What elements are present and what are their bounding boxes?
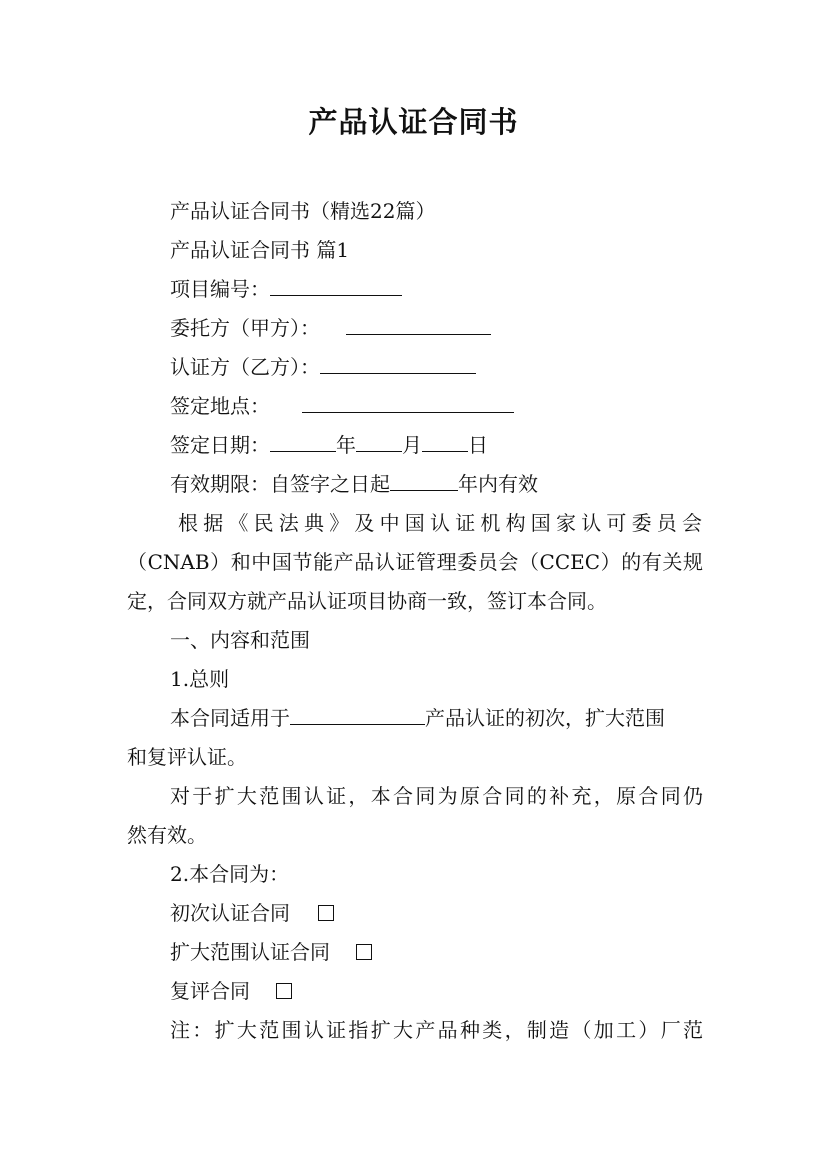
chapter-heading: 一、内容和范围 xyxy=(170,628,310,652)
validity-prefix: 有效期限：自签字之日起 xyxy=(170,472,390,496)
validity-blank xyxy=(390,472,458,491)
option-recert xyxy=(170,978,292,1004)
item-2-heading: 2.本合同为： xyxy=(170,862,290,886)
scope-prefix: 本合同适用于 xyxy=(170,706,290,730)
month-blank xyxy=(356,433,402,452)
option-extension xyxy=(170,939,372,965)
extension-line-1: 对于扩大范围认证，本合同为原合同的补充，原合同仍 xyxy=(170,784,703,808)
sign-place-row xyxy=(170,393,514,419)
party-b-label: 认证方（乙方）： xyxy=(170,355,320,379)
validity-suffix: 年内有效 xyxy=(458,472,538,496)
intro-line-1: 根据《民法典》及中国认证机构国家认可委员会 xyxy=(178,511,702,535)
year-blank xyxy=(270,433,336,452)
day-label: 日 xyxy=(468,433,488,457)
sign-place-label: 签定地点： xyxy=(170,394,270,418)
month-label: 月 xyxy=(402,433,422,457)
party-a-blank xyxy=(346,316,491,335)
option-initial-label: 初次认证合同 xyxy=(170,901,290,925)
option-extension-label: 扩大范围认证合同 xyxy=(170,940,330,964)
document-subtitle: 产品认证合同书（精选22篇） xyxy=(170,199,436,223)
option-extension-checkbox[interactable] xyxy=(356,944,372,960)
project-number-row xyxy=(170,276,402,302)
option-initial-checkbox[interactable] xyxy=(318,905,334,921)
section-heading: 产品认证合同书 篇1 xyxy=(170,238,350,262)
intro-line-2: （CNAB）和中国节能产品认证管理委员会（CCEC）的有关规 xyxy=(127,550,703,574)
extension-line-2: 然有效。 xyxy=(127,823,207,847)
option-initial xyxy=(170,900,334,926)
product-blank xyxy=(290,706,425,725)
sign-date-label: 签定日期： xyxy=(170,433,270,457)
sign-place-blank xyxy=(302,394,514,413)
party-a-label: 委托方（甲方）： xyxy=(170,316,320,340)
party-b-row xyxy=(170,354,476,380)
scope-line-1 xyxy=(170,705,665,731)
option-recert-checkbox[interactable] xyxy=(276,983,292,999)
day-blank xyxy=(422,433,468,452)
intro-line-3: 定，合同双方就产品认证项目协商一致，签订本合同。 xyxy=(127,589,607,613)
project-number-blank xyxy=(270,277,402,296)
sign-date-row xyxy=(170,432,488,458)
scope-suffix: 产品认证的初次，扩大范围 xyxy=(425,706,665,730)
party-b-blank xyxy=(320,355,476,374)
party-a-row xyxy=(170,315,491,341)
scope-line-2: 和复评认证。 xyxy=(127,745,247,769)
validity-row xyxy=(170,471,538,497)
document-title: 产品认证合同书 xyxy=(308,105,519,139)
note-line: 注：扩大范围认证指扩大产品种类，制造（加工）厂范 xyxy=(170,1018,703,1042)
option-recert-label: 复评合同 xyxy=(170,979,250,1003)
item-1-heading: 1.总则 xyxy=(170,667,230,691)
project-number-label: 项目编号： xyxy=(170,277,270,301)
year-label: 年 xyxy=(336,433,356,457)
